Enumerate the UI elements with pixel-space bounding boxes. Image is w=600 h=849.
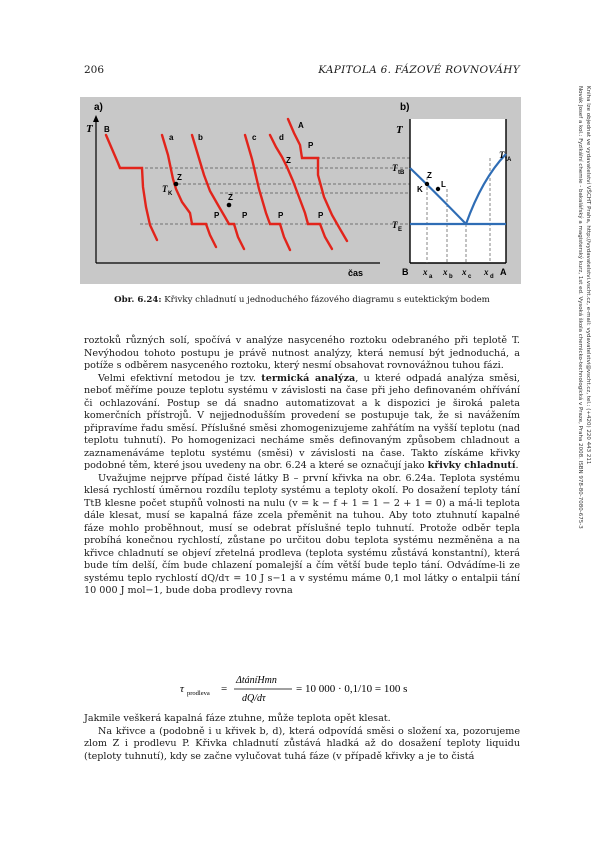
b-x-xb-sub: b [449, 274, 453, 280]
label-P-A: P [308, 141, 314, 150]
equation-prodleva [180, 668, 440, 708]
paragraph-1: roztoků různých solí, spočívá v analýze nasyceného roztoku odebraného při teplotě T. Nevýhodou tohoto postupu je právě nutnost analýzy, která nemusí být jednoduchá, a potíže s odběrem nasyceného roztoku, který nesmí obsahovat rovnovážnou tuhou fázi. [84, 335, 520, 371]
eq-lhs: τ [180, 683, 184, 695]
side-notice-line2: Kniha lze objednat ve vydavatelství VŠCHT Praha, http://vydavatelstvi.vscht.cz, e-mail: vydavatelstvi@vscht.cz, tel.: (+420) 220 443 211 [585, 86, 591, 465]
panel-b-plot-area [410, 119, 506, 263]
b-TtB-sub: tB [398, 170, 405, 176]
b-x-xc-sub: c [468, 274, 472, 280]
time-axis-label: čas [348, 268, 364, 278]
label-Z-b: Z [228, 193, 233, 202]
p2-part-a: Velmi efektivní metodou je tzv. [98, 372, 262, 384]
b-x-xb: x [443, 267, 448, 277]
page-number: 206 [84, 64, 105, 76]
main-text [84, 335, 520, 598]
b-label-K: K [417, 185, 423, 194]
b-TE-sub: E [398, 227, 403, 233]
panel-b-label: b) [400, 102, 410, 113]
label-Z-a: Z [177, 173, 182, 182]
side-notice-line1: Novák Josef a kol.: Fyzikální chemie - bakalářský a magisterský kurz, 1st ed. Vysoká škola chemicko-technologická v Praze, Praha 2008. ISBN 978-80-7080-675-3 [577, 86, 583, 529]
curve-label-b: b [198, 133, 203, 142]
term-termicka-analyza: termická analýza [261, 372, 356, 384]
eq-equals: = [221, 683, 228, 695]
eq-denominator: dQ/dτ [242, 693, 266, 704]
curve-label-c: c [252, 133, 257, 142]
b-TtA-sub: tA [505, 157, 512, 163]
curve-label-B: B [104, 125, 110, 134]
figure-caption [84, 295, 520, 305]
paragraph-4: Jakmile veškerá kapalná fáze ztuhne, může teplota opět klesat. [84, 713, 391, 724]
panel-a-label: a) [94, 102, 103, 113]
p2-part-c: , u které odpadá analýza směsi, neboť měříme pouze teplotu systému v závislosti na čase při jeho definovaném ohřívání či ochlazování. Postup se dá snadno automatizovat a k dispozici je široká paleta komerčních přístrojů. V nejjednodušším provedení se postupuje tak, že si navážením připravíme řadu směsí. Příslušné směsi zhomogenizujeme zahřátím na vyšší teplotu (nad teplotu tuhnutí). Po homogenizaci necháme směs definovaným způsobem chladnout a zaznamenáváme teplotu systému (směsi) v závislosti na čase. Takto získáme křivky podobné těm, které jsou uvedeny na obr. 6.24 a které se označují jako [84, 372, 520, 471]
b-TtB: T [392, 163, 398, 173]
label-Z-d: Z [286, 156, 291, 165]
b-x-xc: x [462, 267, 467, 277]
paragraph-2 [84, 373, 520, 473]
paragraph-3: Uvažujme nejprve případ čisté látky B – první křivka na obr. 6.24a. Teplota systému klesá rychlostí úměrnou rozdílu teploty systému a teploty okolí. Po dosažení teploty tání TtB klesne počet stupňů volnosti na nulu (v = k − f + 1 = 1 − 2 + 1 = 0) a má-li teplota dále klesat, musí se kapalná fáze zcela přeměnit na tuhou. Aby toto ztuhnutí kapalné fáze mohlo proběhnout, musí se odebrat příslušné teplo tuhnutí. Protože odběr tepla probíhá konečnou rychlostí, zůstane po určitou dobu teplota systému nezměněna a na křivce chladnutí se objeví zřetelná prodleva (teplota systému zůstává konstantní), která bude tím delší, čím bude chlazení pomalejší a čím větší bude teplo tání. Odvádíme-li ze systému teplo rychlostí dQ/dτ = 10 J s−1 a v systému máme 0,1 mol látky o entalpii tání 10 000 J mol−1, bude doba prodlevy rovna [84, 472, 520, 596]
b-label-Z: Z [427, 171, 432, 180]
label-P-a: P [214, 211, 220, 220]
curve-label-A: A [298, 121, 304, 130]
label-TK-sub: K [168, 191, 173, 197]
paragraph-5: Na křivce a (podobně i u křivek b, d), která odpovídá směsi o složení xa, pozorujeme zlom Z i prodlevu P. Křivka chladnutí zůstává hladká až do dosažení teploty liquidu (teploty tuhnutí), kdy se začne vylučovat tuhá fáze (v případě křivky a je to čistá [84, 725, 520, 762]
b-x-A: A [500, 267, 507, 277]
eq-lhs-sub: prodleva [187, 690, 210, 697]
b-TE: T [392, 220, 398, 230]
curve-label-d: d [279, 133, 284, 142]
label-P-b: P [242, 211, 248, 220]
side-notice [576, 86, 591, 566]
panel-a-axis-T: T [86, 123, 93, 135]
page-header [84, 64, 520, 78]
b-x-xa: x [423, 267, 428, 277]
eq-rhs: = 10 000 · 0,1/10 = 100 s [296, 683, 408, 695]
caption-label: Obr. 6.24: [114, 295, 162, 305]
b-x-B: B [402, 267, 409, 277]
continued-text [84, 713, 520, 763]
label-P-c: P [278, 211, 284, 220]
b-label-L: L [441, 180, 446, 189]
b-x-xd: x [484, 267, 489, 277]
label-TK: T [162, 184, 168, 194]
label-P-d: P [318, 211, 324, 220]
term-krivky-chladnuti: křivky chladnutí [427, 460, 516, 471]
chapter-title: KAPITOLA 6. FÁZOVÉ ROVNOVÁHY [318, 64, 520, 76]
b-TtA: T [499, 150, 505, 160]
b-x-xa-sub: a [429, 274, 433, 280]
curve-label-a: a [169, 133, 174, 142]
cooling-curves-figure [80, 97, 521, 284]
p2-part-e: . [515, 460, 519, 471]
panel-b-axis-T: T [396, 124, 403, 136]
b-x-xd-sub: d [490, 274, 494, 280]
eq-numerator: ΔtáníHmn [236, 675, 277, 686]
caption-text: Křivky chladnutí u jednoduchého fázového diagramu s eutektickým bodem [161, 295, 490, 305]
